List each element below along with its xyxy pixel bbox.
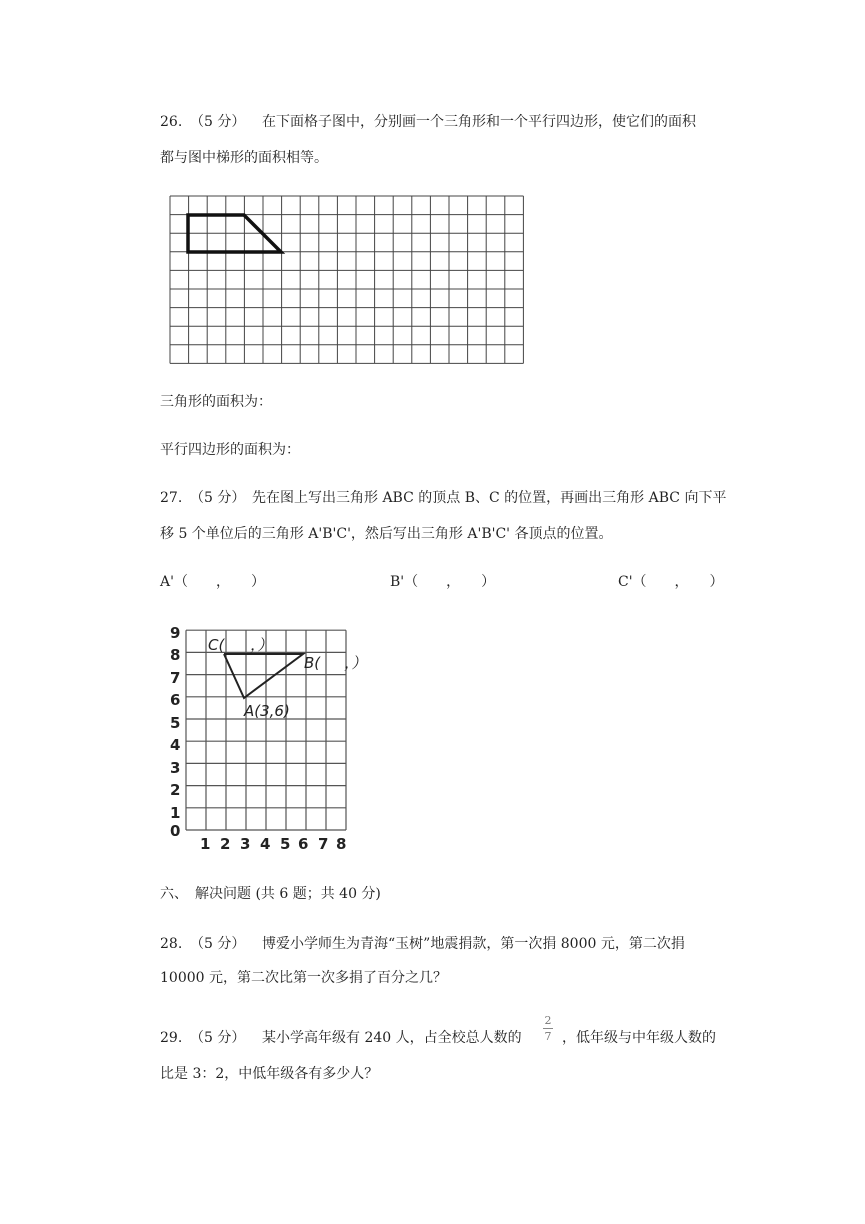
q27-y-tick-2: 2	[170, 781, 181, 799]
q27-y-tick-7: 7	[170, 669, 181, 687]
q27-x-tick-2: 2	[220, 835, 231, 853]
q26-grid-figure	[170, 196, 526, 364]
q28-text-line2: 10000 元，第二次比第一次多捐了百分之几？	[160, 970, 447, 986]
q26-grid-lines	[170, 196, 523, 363]
q27-y-tick-0: 0	[170, 822, 181, 840]
q27-y-tick-labels	[170, 624, 180, 840]
q27-score: （5 分）	[190, 490, 246, 506]
q27-coordinate-grid	[166, 624, 406, 854]
q27-x-tick-1: 1	[200, 835, 211, 853]
q27-x-tick-3: 3	[240, 835, 251, 853]
q27-y-tick-9: 9	[170, 624, 181, 642]
q27-x-tick-6: 6	[298, 835, 309, 853]
q27-triangle-abc	[224, 654, 303, 698]
q27-c-prime-blank: C'（ ， ）	[618, 574, 724, 590]
q29-number: 29.	[160, 1030, 183, 1046]
q26-triangle-area-label: 三角形的面积为：	[160, 394, 272, 410]
q27-label-c-comma: ，）	[250, 636, 273, 654]
q27-label-a: A(3,6)	[244, 702, 290, 720]
q27-label-b-comma: ，）	[344, 654, 367, 672]
section6-title: 六、 解决问题 (共 6 题；共 40 分)	[160, 886, 381, 902]
q27-x-tick-labels	[200, 835, 346, 853]
q27-label-c: C(	[208, 636, 225, 654]
q27-text-line2: 移 5 个单位后的三角形 A'B'C'，然后写出三角形 A'B'C' 各顶点的位置。	[160, 526, 613, 542]
q29-fraction-bar	[543, 1028, 553, 1029]
q27-y-tick-1: 1	[170, 804, 181, 822]
q27-x-tick-8: 8	[336, 835, 347, 853]
q27-x-tick-5: 5	[280, 835, 291, 853]
q27-text-line1: 先在图上写出三角形 ABC 的顶点 B、C 的位置，再画出三角形 ABC 向下平	[252, 490, 727, 506]
q27-a-prime-blank: A'（ ， ）	[160, 574, 265, 590]
q27-x-tick-4: 4	[260, 835, 271, 853]
q27-y-tick-4: 4	[170, 736, 181, 754]
q28-number: 28.	[160, 936, 183, 952]
q27-grid-lines	[186, 630, 346, 830]
q29-fraction-numerator: 2	[544, 1014, 552, 1027]
q27-b-prime-blank: B'（ ， ）	[390, 574, 496, 590]
q29-text-line2: 比是 3：2，中低年级各有多少人？	[160, 1066, 379, 1082]
q26-text-line1: 在下面格子图中，分别画一个三角形和一个平行四边形，使它们的面积	[262, 114, 696, 130]
q29-score: （5 分）	[190, 1030, 246, 1046]
q29-fraction-denominator: 7	[544, 1030, 552, 1043]
q27-label-b: B(	[304, 654, 321, 672]
q29-text-line1a: 某小学高年级有 240 人，占全校总人数的	[262, 1030, 522, 1046]
q27-y-tick-6: 6	[170, 691, 181, 709]
q27-y-tick-5: 5	[170, 714, 181, 732]
q28-text-line1: 博爱小学师生为青海“玉树”地震捐款，第一次捐 8000 元，第二次捐	[262, 936, 685, 952]
q27-number: 27.	[160, 490, 183, 506]
q28-score: （5 分）	[190, 936, 246, 952]
q27-x-tick-7: 7	[318, 835, 329, 853]
q27-y-tick-3: 3	[170, 759, 181, 777]
q26-text-line2: 都与图中梯形的面积相等。	[160, 150, 328, 166]
q29-text-line1b: ，低年级与中年级人数的	[562, 1030, 716, 1046]
q26-score: （5 分）	[190, 114, 246, 130]
q26-parallelogram-area-label: 平行四边形的面积为：	[160, 442, 300, 458]
q27-y-tick-8: 8	[170, 646, 181, 664]
q26-number: 26.	[160, 114, 183, 130]
